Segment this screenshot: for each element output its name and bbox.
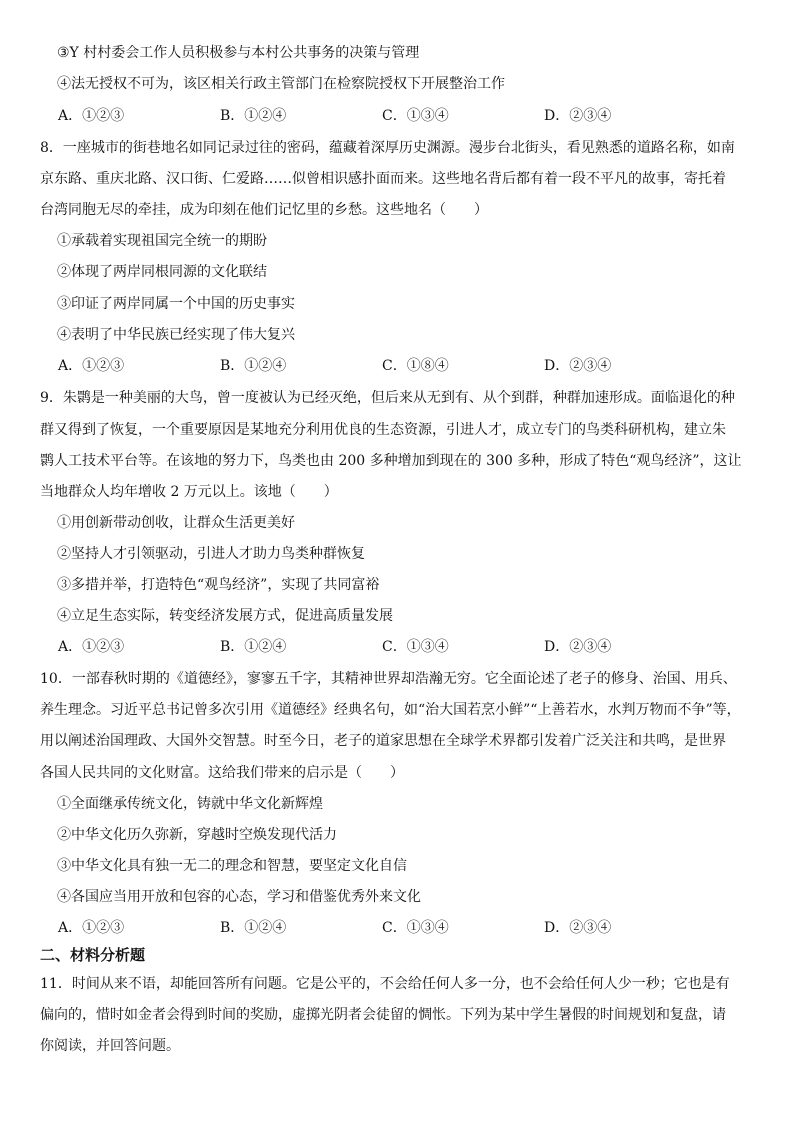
q9-stem-line: 群又得到了恢复，一个重要原因是某地充分利用优良的生态资源，引进人才，成立专门的鸟类科研机构，建立朱 (40, 422, 726, 438)
q9-statement-2: ②坚持人才引领驱动，引进人才助力鸟类种群恢复 (57, 546, 365, 562)
q10-stem-line: 10．一部春秋时期的《道德经》，寥寥五千字，其精神世界却浩瀚无穷。它全面论述了老子的修身、治国、用兵、 (40, 671, 737, 687)
q10-options (58, 918, 758, 938)
q8-statement-2: ②体现了两岸同根同源的文化联结 (57, 264, 267, 280)
q9-option-b[interactable]: B．①②④ (220, 639, 287, 655)
q9-stem-line: 9．朱鹮是一种美丽的大鸟，曾一度被认为已经灭绝，但后来从无到有、从个到群，种群加速形成。面临退化的种 (40, 390, 735, 406)
q8-statement-1: ①承载着实现祖国完全统一的期盼 (57, 233, 267, 249)
q7-statement-4: ④法无授权不可为，该区相关行政主管部门在检察院授权下开展整治工作 (57, 76, 505, 92)
q7-statement-3: ③Y 村村委会工作人员积极参与本村公共事务的决策与管理 (57, 45, 420, 61)
q10-option-a[interactable]: A．①②③ (58, 920, 125, 936)
q10-stem-line: 养生理念。习近平总书记曾多次引用《道德经》经典名句，如“治大国若烹小鲜”“上善若水，水判万物而不争”等， (40, 702, 741, 718)
q10-statement-1: ①全面继承传统文化，铸就中华文化新辉煌 (57, 796, 323, 812)
q7-option-b[interactable]: B．①②④ (220, 108, 287, 124)
q8-statement-3: ③印证了两岸同属一个中国的历史事实 (57, 296, 295, 312)
q8-stem-line: 台湾同胞无尽的牵挂，成为印刻在他们记忆里的乡愁。这些地名（ ） (40, 202, 488, 218)
q8-stem-line: 京东路、重庆北路、汉口街、仁爱路……似曾相识感扑面而来。这些地名背后都有着一段不平凡的故事，寄托着 (40, 171, 726, 187)
q9-options (58, 637, 758, 657)
q8-stem-line: 8．一座城市的街巷地名如同记录过往的密码，蕴藏着深厚历史渊源。漫步台北街头，看见熟悉的道路名称，如南 (40, 140, 735, 156)
q10-stem-line: 用以阐述治国理政、大国外交智慧。时至今日，老子的道家思想在全球学术界都引发着广泛关注和共鸣，是世界 (40, 733, 726, 749)
q9-option-c[interactable]: C．①③④ (382, 639, 449, 655)
q9-option-a[interactable]: A．①②③ (58, 639, 125, 655)
q11-stem-line: 你阅读，并回答问题。 (40, 1038, 180, 1054)
q8-option-b[interactable]: B．①②④ (220, 358, 287, 374)
section-heading: 二、材料分析题 (40, 946, 146, 964)
q10-option-d[interactable]: D．②③④ (544, 920, 612, 936)
q8-options (58, 356, 758, 376)
q10-statement-4: ④各国应当用开放和包容的心态，学习和借鉴优秀外来文化 (57, 889, 421, 905)
q8-option-d[interactable]: D．②③④ (544, 358, 612, 374)
q9-option-d[interactable]: D．②③④ (544, 639, 612, 655)
q9-stem-line: 当地群众人均年增收 2 万元以上。该地（ ） (40, 484, 338, 500)
q9-stem-line: 鹮人工技术平台等。在该地的努力下，鸟类也由 200 多种增加到现在的 300 多种，形成了特色“观鸟经济”，这让 (40, 453, 742, 469)
q9-statement-3: ③多措并举，打造特色“观鸟经济”，实现了共同富裕 (57, 577, 380, 593)
q11-stem-line: 偏向的，惜时如金者会得到时间的奖励，虚掷光阴者会徒留的惆怅。下列为某中学生暑假的时间规划和复盘，请 (40, 1007, 726, 1023)
q7-option-a[interactable]: A．①②③ (58, 108, 125, 124)
q7-option-d[interactable]: D．②③④ (544, 108, 612, 124)
q10-option-b[interactable]: B．①②④ (220, 920, 287, 936)
q11-stem-line: 11．时间从来不语，却能回答所有问题。它是公平的，不会给任何人多一分，也不会给任何人少一秒；它也是有 (40, 976, 730, 992)
q7-option-c[interactable]: C．①③④ (382, 108, 449, 124)
q10-statement-2: ②中华文化历久弥新，穿越时空焕发现代活力 (57, 827, 337, 843)
q8-option-c[interactable]: C．①⑧④ (382, 358, 449, 374)
q8-statement-4: ④表明了中华民族已经实现了伟大复兴 (57, 327, 295, 343)
q10-option-c[interactable]: C．①③④ (382, 920, 449, 936)
q10-statement-3: ③中华文化具有独一无二的理念和智慧，要坚定文化自信 (57, 858, 407, 874)
q7-options (58, 106, 758, 126)
q9-statement-1: ①用创新带动创收，让群众生活更美好 (57, 515, 295, 531)
q10-stem-line: 各国人民共同的文化财富。这给我们带来的启示是（ ） (40, 765, 404, 781)
q8-option-a[interactable]: A．①②③ (58, 358, 125, 374)
q9-statement-4: ④立足生态实际，转变经济发展方式，促进高质量发展 (57, 608, 393, 624)
